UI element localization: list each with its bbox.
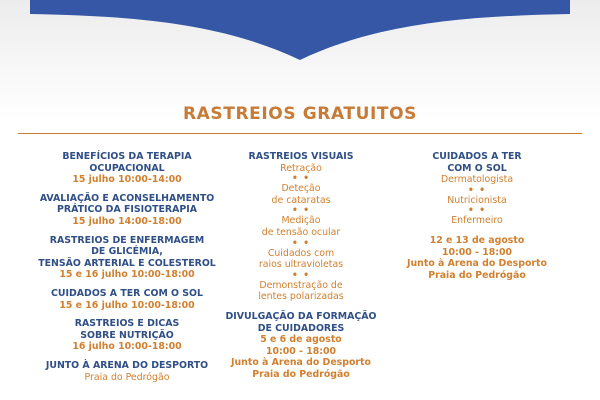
visual-item: raios ultravioletas — [258, 259, 344, 271]
section-title: RASTREIOS GRATUITOS — [182, 104, 418, 124]
event-title-line: CUIDADOS A TER COM O SOL — [51, 287, 203, 299]
location-title: JUNTO À ARENA DO DESPORTO — [45, 359, 209, 371]
event-title-line: BENEFÍCIOS DA TERAPIA — [62, 151, 192, 162]
spacer — [372, 227, 582, 235]
caregiver-place: Junto à Arena do Desporto — [231, 357, 371, 369]
sun-care-place: Junto à Arena do Desporto — [407, 258, 547, 270]
caregiver-heading: DIVULGAÇÃO DA FORMAÇÃO — [225, 310, 377, 322]
header-banner — [0, 0, 600, 70]
event-title-line: RASTREIOS DE ENFERMAGEM — [49, 234, 205, 246]
visual-item: Retração — [280, 162, 322, 174]
title-divider — [18, 133, 582, 134]
visual-item: Demonstração de — [259, 279, 343, 291]
location-place: Praia do Pedrógão — [84, 371, 170, 383]
sun-care-heading: CUIDADOS A TER — [432, 151, 522, 162]
event-title-line: TENSÃO ARTERIAL E COLESTEROL — [38, 257, 216, 269]
event-title-line: PRÁTICO DA FISIOTERAPIA — [57, 204, 197, 216]
visual-item: de tensão ocular — [261, 226, 341, 238]
visual-item: de cataratas — [271, 194, 331, 206]
sun-care-heading: COM O SOL — [447, 162, 507, 174]
bullet-separator: • • — [467, 205, 487, 217]
schedule-column-3 — [372, 151, 582, 281]
event-date: 15 julho 14:00-18:00 — [72, 215, 182, 227]
event-title-line: DE GLICÉMIA, — [91, 246, 163, 258]
event-date: 15 e 16 julho 10:00-18:00 — [59, 299, 195, 311]
visual-item: lentes polarizadas — [258, 291, 344, 303]
caregiver-heading: DE CUIDADORES — [257, 322, 345, 334]
specialist-item: Enfermeiro — [451, 215, 503, 227]
event-title-line: RASTREIOS E DICAS — [74, 318, 180, 330]
visual-item: Cuidados com — [267, 247, 335, 259]
event-date: 16 julho 10:00-18:00 — [72, 341, 182, 353]
bullet-separator: • • — [291, 237, 311, 249]
specialist-item: Nutricionista — [447, 194, 507, 206]
bullet-separator: • • — [291, 173, 311, 185]
specialist-item: Dermatologista — [440, 174, 514, 186]
event-date: 15 e 16 julho 10:00-18:00 — [59, 269, 195, 281]
banner-shape — [30, 0, 570, 60]
bullet-separator: • • — [467, 184, 487, 196]
bullet-separator: • • — [291, 205, 311, 217]
event-date: 15 julho 10:00-14:00 — [72, 174, 182, 186]
sun-care-place: Praia do Pedrógão — [428, 269, 526, 281]
spacer — [196, 303, 406, 311]
caregiver-place: Praia do Pedrógão — [252, 368, 350, 380]
caregiver-time: 10:00 - 18:00 — [265, 345, 337, 357]
visual-item: Deteção — [281, 183, 321, 195]
caregiver-dates: 5 e 6 de agosto — [260, 334, 342, 346]
visual-item: Medição — [281, 215, 321, 227]
event-title-line: AVALIAÇÃO E ACONSELHAMENTO — [39, 192, 215, 204]
event-title-line: OCUPACIONAL — [89, 162, 165, 174]
sun-care-time: 10:00 - 18:00 — [441, 246, 513, 258]
sun-care-dates: 12 e 13 de agosto — [429, 234, 525, 246]
visual-screening-heading: RASTREIOS VISUAIS — [248, 151, 354, 162]
event-title-line: SOBRE NUTRIÇÃO — [80, 329, 174, 341]
bullet-separator: • • — [291, 269, 311, 281]
